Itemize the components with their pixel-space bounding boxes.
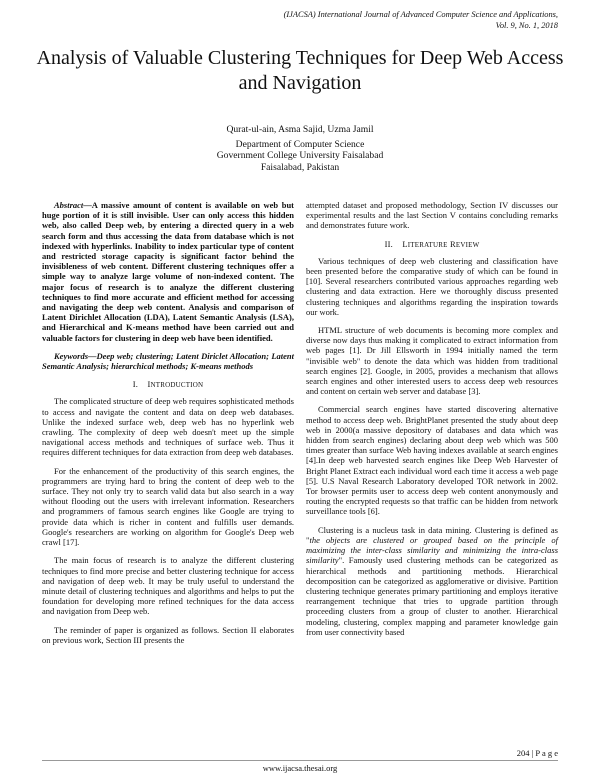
intro-paragraph-3: The main focus of research is to analyze the different clustering techniques to find more precise and better clustering technique for access and navigation of deep web. It may be truly useful to understand the minute detail of clustering techniques and algorithms and helps to put the foundation for developing more refined techniques for the data access and navigation from Deep web. bbox=[42, 555, 294, 617]
footer-url: www.ijacsa.thesai.org bbox=[262, 763, 338, 773]
paper-title: Analysis of Valuable Clustering Techniques for Deep Web Access and Navigation bbox=[36, 47, 564, 94]
intro-paragraph-2: For the enhancement of the productivity of this search engines, the programmers are trying hard to bring the content of deep web to the surface. They not only try to search valid data but also search in a way without flooding out the users with irrelevant information. Researchers and programmers of famous search engines like Google are trying to provide data which is richer in content and fulfills user demands. Google's researchers are working on algorithm for Google's Deep web crawl [17]. bbox=[42, 465, 294, 548]
running-header bbox=[284, 10, 558, 31]
author-institution: Government College University Faisalabad bbox=[216, 150, 384, 162]
intro-paragraph-4: The reminder of paper is organized as follows. Section II elaborates on previous work, Section III presents the bbox=[42, 624, 294, 645]
review-paragraph-2: HTML structure of web documents is becoming more complex and diverse now days thus making it complicated to extract information from web pages [1]. Dr Jill Ellsworth in 1994 initially named the term "invisible web" to denote the data which was hidden from traditional search engines [2]. Google, in 2005, provides a mechanism that allows search engines and other interested users to access deep web resources and content on certain web server and database [3]. bbox=[306, 325, 558, 397]
page-number: 204 | P a g e bbox=[516, 748, 558, 758]
section-heading-literature-review: II. LITERATURE REVIEW bbox=[384, 238, 480, 249]
review-paragraph-1: Various techniques of deep web clustering and classification have been presented before the comparative study of which can be found in [10]. Several researchers contributed various approaches regarding web clustering and data extraction. Here we thoroughly discuss presented clustering techniques and algorithms regarding the inspiration towards our work. bbox=[306, 255, 558, 317]
keywords-text: —Deep web; clustering; Latent Diriclet Allocation; Latent Semantic Analysis; hierarchical methods; K-means methods bbox=[42, 350, 294, 372]
journal-name: (IJACSA) International Journal of Advanced Computer Science and Applications, bbox=[283, 10, 558, 19]
journal-volume: Vol. 9, No. 1, 2018 bbox=[495, 20, 558, 30]
abstract-text: —A massive amount of content is available on web but huge portion of it is still invisible. User can only access this hidden web, also called Deep web, by entering a directed query in a web search form and thus accessing the data from database which is not indexed with hyperlinks. Inability to index particular type of content and restricted storage capacity is significant factor behind the invisibleness of web content. Different clustering techniques offer a simple way to analyze large volume of non-indexed content. The major focus of research is to analyze the different clustering techniques to find more accurate and efficient method for accessing and navigating the deep web content. Analysis and comparison of Latent Dirichlet Allocation (LDA), Latent Semantic Analysis (LSA), and Hierarchical and K-means method have been carried out and valuable factors for clustering in deep web have been identified. bbox=[42, 200, 294, 343]
author-names: Qurat-ul-ain, Asma Sajid, Uzma Jamil bbox=[226, 124, 374, 135]
abstract bbox=[42, 200, 294, 343]
intro-paragraph-1: The complicated structure of deep web requires sophisticated methods to access and navigate the content and data on deep web databases. Unlike the indexed surface web, deep web has no hyperlink web crawling. The complexity of deep web doesn't meet up the simple navigational access methods and techniques of surface web. Thus it requires different techniques for data extraction from deep web databases. bbox=[42, 396, 294, 458]
keywords-label: Keywords bbox=[54, 350, 88, 361]
review-paragraph-4: Clustering is a nucleus task in data mining. Clustering is defined as "the objects are clustered or grouped based on the principle of maximizing the inter-class similarity and minimizing the intra-class similarity". Famously used clustering methods can be categorized as hierarchical methods and partitioning methods. Hierarchical decomposition can be categorized as agglomerative or divisive. Partition clustering technique generates primary partitioning and employs iterative rearrangement technique that tries to upgrade partition through proceeding clusters from a group of cluster to another. Hierarchical modeling, clustering, complex mapping and parameter knowledge gain from user connectivity based bbox=[306, 524, 558, 637]
continuation-paragraph: attempted dataset and proposed methodology, Section IV discusses our experimental results and the last Section V contains concluding remarks and demonstrates future work. bbox=[306, 200, 558, 231]
abstract-label: Abstract bbox=[54, 200, 84, 210]
author-block bbox=[100, 124, 500, 173]
footer-divider bbox=[42, 760, 558, 761]
keywords bbox=[42, 351, 294, 371]
left-column bbox=[42, 200, 294, 653]
review-paragraph-3: Commercial search engines have started discovering alternative method to access deep web. BrightPlanet presented the study about deep web in 2000(a massive depository of databases and data which was hidden from search engines) declaring about deep web which was 500 times greater than surface Web having indexes available at search engines [4].In deep web harvested search engines like Deep Web Harvester of Bright Planet Extract each individual word each time it access a web page [5]. U.S Naval Research Laboratory developed TOR network in 2002. Tor browser permits user to access deep web content anonymously and routing the encrypted requests so that traffic can be hidden from network surveillance tools [6]. bbox=[306, 404, 558, 517]
author-department: Department of Computer Science bbox=[235, 138, 365, 150]
section-heading-introduction: I. INTRODUCTION bbox=[132, 379, 204, 390]
author-location: Faisalabad, Pakistan bbox=[260, 161, 340, 173]
clustering-definition: the objects are clustered or grouped based on the principle of maximizing the inter-class similarity and minimizing the intra-class similarity bbox=[306, 534, 558, 566]
right-column bbox=[306, 200, 558, 645]
